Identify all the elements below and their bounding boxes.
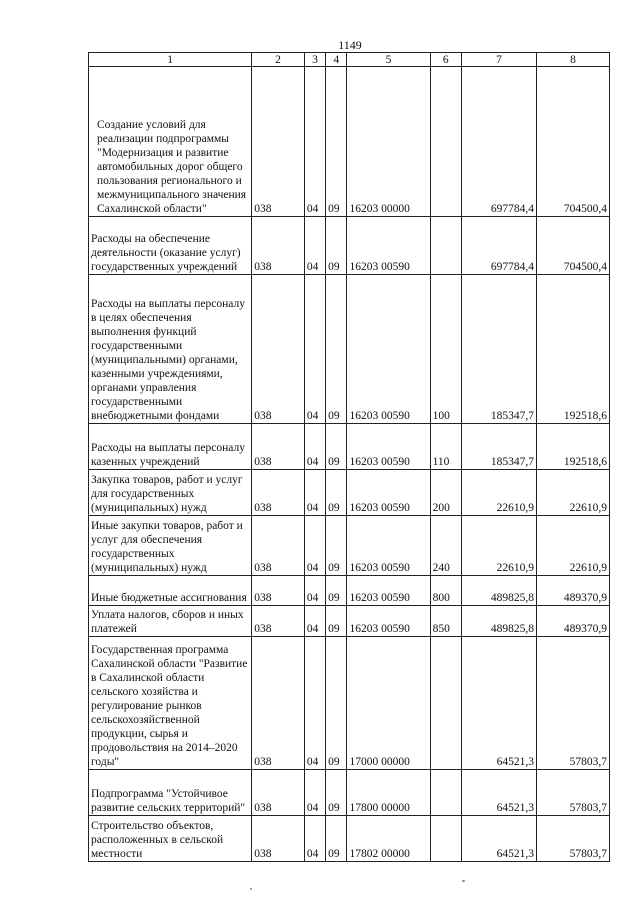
cell-admin-code: 038 [252,516,305,576]
cell-expense-type: 850 [430,606,461,637]
cell-amount-1: 185347,7 [461,424,536,470]
row-name: Подпрограмма "Устойчивое развитие сельских территорий" [89,770,252,816]
table-row [89,470,610,516]
cell-amount-2: 192518,6 [536,424,609,470]
cell-section: 04 [304,67,325,217]
col-header-3: 3 [304,53,325,67]
table-row [89,516,610,576]
table-row [89,606,610,637]
table-row [89,770,610,816]
col-header-7: 7 [461,53,536,67]
cell-target-article: 17000 00000 [347,637,430,770]
cell-amount-2: 192518,6 [536,275,609,424]
row-name: Строительство объектов, расположенных в сельской местности [89,816,252,862]
cell-amount-1: 185347,7 [461,275,536,424]
cell-section: 04 [304,217,325,275]
cell-amount-2: 57803,7 [536,770,609,816]
cell-expense-type [430,67,461,217]
cell-target-article: 17802 00000 [347,816,430,862]
cell-expense-type: 100 [430,275,461,424]
cell-amount-1: 697784,4 [461,67,536,217]
cell-subsection: 09 [326,606,347,637]
cell-amount-1: 22610,9 [461,470,536,516]
cell-expense-type [430,637,461,770]
cell-subsection: 09 [326,275,347,424]
cell-amount-1: 697784,4 [461,217,536,275]
cell-amount-2: 489370,9 [536,606,609,637]
page-number: 1149 [338,38,362,52]
cell-subsection: 09 [326,770,347,816]
cell-subsection: 09 [326,470,347,516]
cell-amount-1: 64521,3 [461,770,536,816]
cell-amount-1: 489825,8 [461,606,536,637]
scan-speck [462,880,465,882]
cell-admin-code: 038 [252,424,305,470]
cell-expense-type [430,217,461,275]
cell-amount-2: 22610,9 [536,470,609,516]
cell-expense-type: 800 [430,576,461,606]
cell-section: 04 [304,816,325,862]
cell-subsection: 09 [326,816,347,862]
cell-section: 04 [304,470,325,516]
col-header-6: 6 [430,53,461,67]
budget-table [88,52,610,862]
cell-amount-1: 64521,3 [461,637,536,770]
cell-section: 04 [304,275,325,424]
row-name: Иные закупки товаров, работ и услуг для обеспечения государственных (муниципальных) нужд [89,516,252,576]
cell-admin-code: 038 [252,816,305,862]
row-name: Расходы на выплаты персоналу казенных учреждений [89,424,252,470]
cell-admin-code: 038 [252,470,305,516]
cell-admin-code: 038 [252,606,305,637]
cell-amount-2: 704500,4 [536,67,609,217]
cell-target-article: 16203 00590 [347,576,430,606]
col-header-2: 2 [252,53,305,67]
cell-subsection: 09 [326,424,347,470]
cell-target-article: 16203 00590 [347,275,430,424]
cell-section: 04 [304,516,325,576]
cell-target-article: 16203 00590 [347,470,430,516]
cell-section: 04 [304,576,325,606]
cell-target-article: 16203 00590 [347,516,430,576]
col-header-4: 4 [326,53,347,67]
cell-expense-type [430,816,461,862]
row-name: Закупка товаров, работ и услуг для государственных (муниципальных) нужд [89,470,252,516]
cell-expense-type [430,770,461,816]
col-header-8: 8 [536,53,609,67]
row-name: Государственная программа Сахалинской области "Развитие в Сахалинской области сельского хозяйства и регулирование рынков сельскохозяйственной продукции, сырья и продовольствия на 2014–2020 годы" [89,637,252,770]
cell-subsection: 09 [326,637,347,770]
row-name: Расходы на выплаты персоналу в целях обеспечения выполнения функций государственными (муниципальными) органами, казенными учреждениями, органами управления государственными внебюджетными фондами [89,275,252,424]
cell-admin-code: 038 [252,637,305,770]
cell-target-article: 16203 00590 [347,217,430,275]
cell-amount-2: 489370,9 [536,576,609,606]
col-header-1: 1 [89,53,252,67]
cell-amount-2: 22610,9 [536,516,609,576]
table-row [89,576,610,606]
cell-amount-2: 57803,7 [536,637,609,770]
cell-admin-code: 038 [252,67,305,217]
cell-subsection: 09 [326,217,347,275]
scan-speck [250,888,252,890]
cell-target-article: 16203 00590 [347,424,430,470]
table-row [89,275,610,424]
cell-section: 04 [304,424,325,470]
row-name: Расходы на обеспечение деятельности (оказание услуг) государственных учреждений [89,217,252,275]
cell-subsection: 09 [326,576,347,606]
row-name: Создание условий для реализации подпрограммы "Модернизация и развитие автомобильных дорог общего пользования регионального и межмуниципального значения Сахалинской области" [89,67,252,217]
table-row [89,67,610,217]
table-row [89,424,610,470]
table-row [89,637,610,770]
cell-admin-code: 038 [252,770,305,816]
cell-target-article: 16203 00590 [347,606,430,637]
cell-admin-code: 038 [252,275,305,424]
cell-subsection: 09 [326,516,347,576]
table-row [89,217,610,275]
header-row [89,53,610,67]
cell-admin-code: 038 [252,217,305,275]
cell-target-article: 17800 00000 [347,770,430,816]
cell-amount-2: 57803,7 [536,816,609,862]
cell-admin-code: 038 [252,576,305,606]
cell-target-article: 16203 00000 [347,67,430,217]
cell-expense-type: 240 [430,516,461,576]
cell-subsection: 09 [326,67,347,217]
col-header-5: 5 [347,53,430,67]
cell-amount-1: 64521,3 [461,816,536,862]
cell-section: 04 [304,637,325,770]
cell-amount-1: 22610,9 [461,516,536,576]
cell-amount-1: 489825,8 [461,576,536,606]
table-row [89,816,610,862]
cell-amount-2: 704500,4 [536,217,609,275]
row-name: Уплата налогов, сборов и иных платежей [89,606,252,637]
cell-expense-type: 110 [430,424,461,470]
cell-section: 04 [304,606,325,637]
row-name: Иные бюджетные ассигнования [89,576,252,606]
cell-expense-type: 200 [430,470,461,516]
cell-section: 04 [304,770,325,816]
